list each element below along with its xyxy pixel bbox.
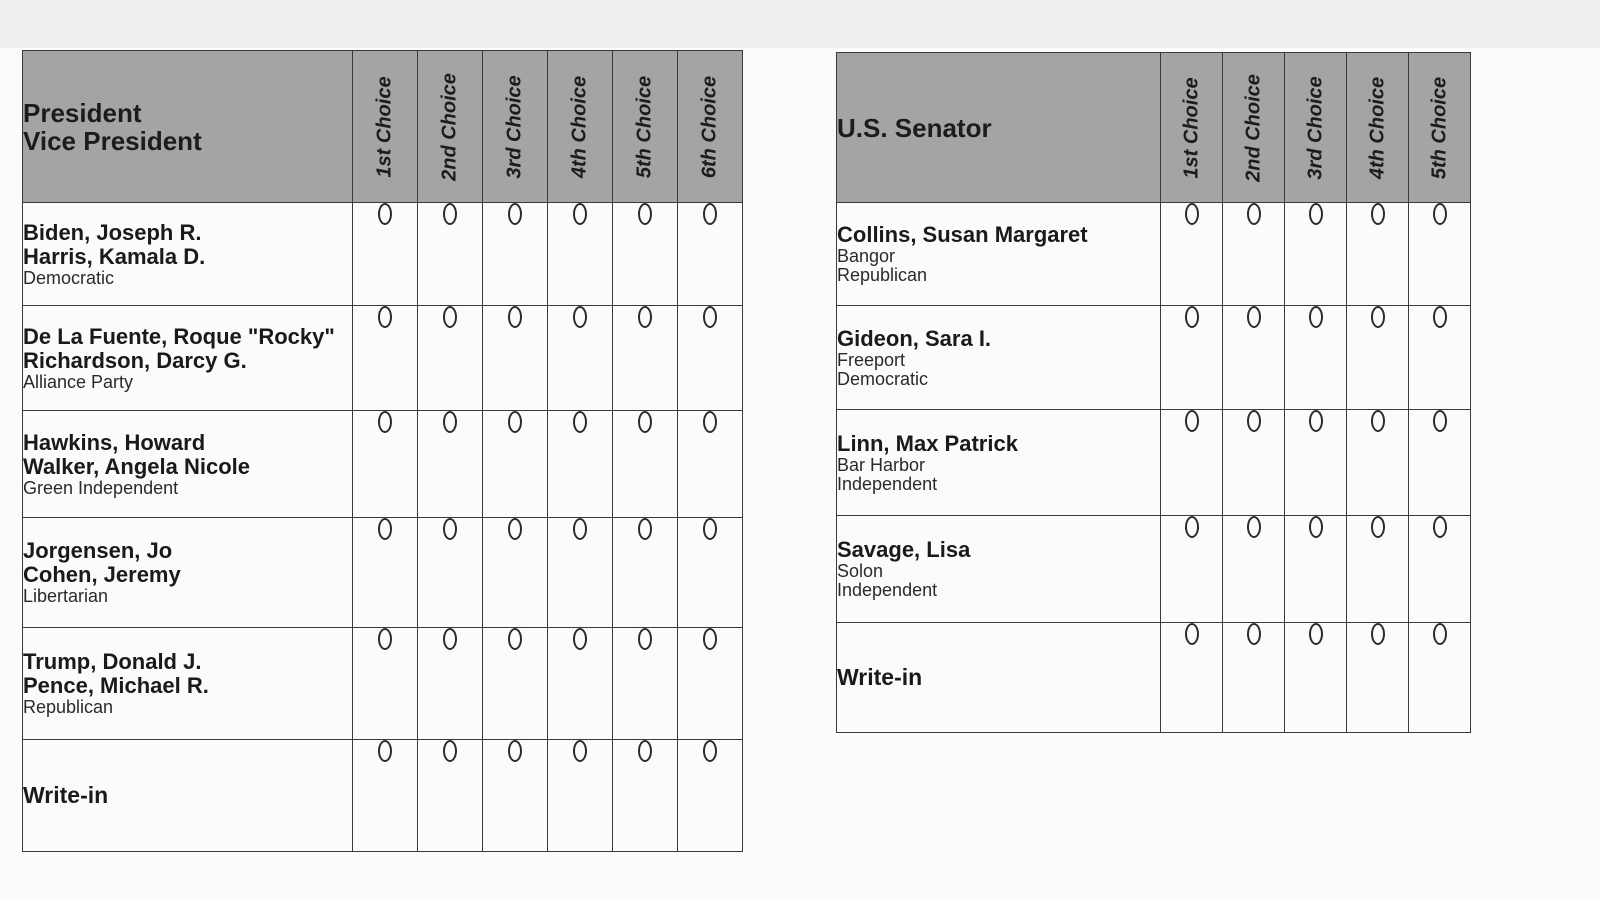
ballot-oval-icon[interactable]: [1247, 516, 1261, 538]
ballot-oval-icon[interactable]: [508, 306, 522, 328]
ballot-oval-icon[interactable]: [1371, 623, 1385, 645]
choice-2-cell: [1223, 410, 1285, 516]
ballot-oval-icon[interactable]: [573, 411, 587, 433]
ballot-oval-icon[interactable]: [1433, 516, 1447, 538]
choice-column-header: [1161, 53, 1223, 203]
ballot-oval-icon[interactable]: [1371, 306, 1385, 328]
ballot-oval-icon[interactable]: [638, 203, 652, 225]
ballot-oval-icon[interactable]: [508, 740, 522, 762]
town-label: Solon: [837, 561, 884, 581]
choice-2-cell: [418, 203, 483, 306]
running-mate-name: Walker, Angela Nicole: [23, 453, 251, 479]
ballot-oval-icon[interactable]: [1185, 516, 1199, 538]
choice-2-cell: [1223, 306, 1285, 410]
write-in-label[interactable]: Write-in: [837, 623, 1161, 733]
running-mate-name: Harris, Kamala D.: [23, 243, 206, 269]
write-in-label[interactable]: Write-in: [23, 740, 353, 852]
choice-1-cell: [1161, 623, 1223, 733]
party-label: Alliance Party: [23, 371, 134, 392]
ballot-oval-icon[interactable]: [508, 411, 522, 433]
candidate-cell: [837, 306, 1161, 410]
choice-3-cell: [1285, 410, 1347, 516]
choice-4-cell: [1347, 623, 1409, 733]
ballot-oval-icon[interactable]: [1309, 623, 1323, 645]
candidate-cell: [837, 203, 1161, 306]
office-title-line: U.S. Senator: [837, 112, 992, 143]
candidate-row: [23, 628, 743, 740]
candidate-cell: [23, 203, 353, 306]
ballot-oval-icon[interactable]: [638, 306, 652, 328]
ballot-oval-icon[interactable]: [1309, 410, 1323, 432]
choice-column-header: [1285, 53, 1347, 203]
ballot-oval-icon[interactable]: [443, 306, 457, 328]
choice-4-cell: [548, 628, 613, 740]
ballot-oval-icon[interactable]: [443, 740, 457, 762]
choice-5-cell: [613, 740, 678, 852]
ballot-oval-icon[interactable]: [573, 518, 587, 540]
choice-column-header: [353, 51, 418, 203]
choice-3-cell: [483, 411, 548, 518]
choice-4-cell: [548, 411, 613, 518]
choice-2-cell: [1223, 203, 1285, 306]
running-mate-name: Pence, Michael R.: [23, 673, 209, 698]
ballot-oval-icon[interactable]: [378, 740, 392, 762]
choice-column-header: [613, 51, 678, 203]
candidate-name: Linn, Max Patrick: [837, 430, 1018, 456]
choice-column-header: [548, 51, 613, 203]
choice-4-cell: [1347, 203, 1409, 306]
candidate-row: [837, 516, 1471, 623]
ballot-oval-icon[interactable]: [1309, 306, 1323, 328]
choice-2-cell: [418, 740, 483, 852]
choice-6-cell: [678, 306, 743, 411]
choice-column-header: [1409, 53, 1471, 203]
ballot-oval-icon[interactable]: [378, 203, 392, 225]
ballot-oval-icon[interactable]: [1309, 203, 1323, 225]
choice-1-cell: [353, 628, 418, 740]
running-mate-name: Cohen, Jeremy: [23, 562, 181, 587]
ballot-oval-icon[interactable]: [1247, 306, 1261, 328]
choice-5-cell: [1409, 623, 1471, 733]
choice-label: 4th Choice: [1366, 76, 1388, 179]
ballot-oval-icon[interactable]: [378, 518, 392, 540]
candidate-name: Gideon, Sara I.: [837, 325, 992, 351]
write-in-row: [837, 623, 1471, 733]
choice-5-cell: [1409, 306, 1471, 410]
ballot-oval-icon[interactable]: [703, 628, 717, 650]
ballot-oval-icon[interactable]: [1433, 306, 1447, 328]
choice-1-cell: [1161, 410, 1223, 516]
ballot-oval-icon[interactable]: [378, 628, 392, 650]
candidate-row: [837, 203, 1471, 306]
choice-2-cell: [1223, 623, 1285, 733]
ballot-oval-icon[interactable]: [638, 411, 652, 433]
candidate-name: Jorgensen, Jo: [23, 538, 173, 563]
ballot-oval-icon[interactable]: [573, 203, 587, 225]
candidate-cell: [837, 410, 1161, 516]
candidate-row: [837, 410, 1471, 516]
choice-label: 3rd Choice: [503, 74, 526, 179]
choice-6-cell: [678, 203, 743, 306]
ballot-oval-icon[interactable]: [378, 411, 392, 433]
choice-column-header: [1347, 53, 1409, 203]
party-label: Libertarian: [23, 586, 109, 606]
choice-4-cell: [1347, 410, 1409, 516]
choice-column-header: [678, 51, 743, 203]
ballot-oval-icon[interactable]: [703, 306, 717, 328]
choice-4-cell: [1347, 306, 1409, 410]
choice-5-cell: [613, 306, 678, 411]
ballot-oval-icon[interactable]: [443, 518, 457, 540]
candidate-name: Trump, Donald J.: [23, 649, 202, 674]
town-label: Bangor: [837, 246, 896, 266]
ballot-oval-icon[interactable]: [443, 628, 457, 650]
ballot-oval-icon[interactable]: [703, 411, 717, 433]
choice-5-cell: [613, 203, 678, 306]
choice-5-cell: [613, 628, 678, 740]
choice-column-header: [483, 51, 548, 203]
candidate-cell: [23, 628, 353, 740]
choice-label: 2nd Choice: [438, 72, 461, 181]
ballot-oval-icon[interactable]: [638, 740, 652, 762]
choice-5-cell: [1409, 516, 1471, 623]
choice-1-cell: [1161, 203, 1223, 306]
choice-6-cell: [678, 411, 743, 518]
ballot-oval-icon[interactable]: [1247, 623, 1261, 645]
choice-3-cell: [483, 740, 548, 852]
choice-2-cell: [1223, 516, 1285, 623]
choice-1-cell: [353, 740, 418, 852]
choice-label: 5th Choice: [633, 75, 656, 178]
choice-2-cell: [418, 411, 483, 518]
choice-6-cell: [678, 740, 743, 852]
president-contest-table: [22, 50, 743, 852]
choice-2-cell: [418, 628, 483, 740]
office-title-line: Vice President: [23, 125, 202, 156]
choice-label: 3rd Choice: [1304, 75, 1326, 180]
ballot-oval-icon[interactable]: [1185, 306, 1199, 328]
choice-5-cell: [613, 411, 678, 518]
ballot-oval-icon[interactable]: [1185, 623, 1199, 645]
ballot-oval-icon[interactable]: [703, 518, 717, 540]
party-label: Independent: [837, 473, 938, 494]
candidate-cell: [837, 516, 1161, 623]
choice-label: 4th Choice: [568, 75, 591, 178]
ballot-oval-icon[interactable]: [638, 518, 652, 540]
ballot-oval-icon[interactable]: [1185, 410, 1199, 432]
party-label: Democratic: [23, 267, 115, 288]
candidate-row: [23, 203, 743, 306]
choice-6-cell: [678, 628, 743, 740]
choice-3-cell: [483, 306, 548, 411]
ballot-oval-icon[interactable]: [1371, 516, 1385, 538]
choice-3-cell: [1285, 623, 1347, 733]
choice-2-cell: [418, 306, 483, 411]
town-label: Freeport: [837, 349, 906, 370]
choice-4-cell: [548, 306, 613, 411]
party-label: Independent: [837, 580, 938, 600]
choice-label: 1st Choice: [373, 75, 396, 178]
ballot-oval-icon[interactable]: [1433, 410, 1447, 432]
office-title: [837, 53, 1161, 203]
choice-label: 6th Choice: [698, 75, 721, 178]
candidate-row: [837, 306, 1471, 410]
choice-3-cell: [483, 518, 548, 628]
choice-4-cell: [548, 518, 613, 628]
ballot-oval-icon[interactable]: [443, 411, 457, 433]
ballot-oval-icon[interactable]: [1371, 410, 1385, 432]
candidate-name: Biden, Joseph R.: [23, 219, 202, 245]
ballot-oval-icon[interactable]: [508, 203, 522, 225]
page-background-edge: [0, 0, 1600, 48]
choice-4-cell: [1347, 516, 1409, 623]
choice-4-cell: [548, 203, 613, 306]
choice-1-cell: [353, 411, 418, 518]
write-in-row: [23, 740, 743, 852]
ballot-oval-icon[interactable]: [1247, 410, 1261, 432]
town-label: Bar Harbor: [837, 454, 926, 475]
ballot-oval-icon[interactable]: [1371, 203, 1385, 225]
choice-label: 1st Choice: [1180, 76, 1202, 179]
ballot-oval-icon[interactable]: [1433, 203, 1447, 225]
senator-contest-table: [836, 52, 1471, 733]
choice-label: 2nd Choice: [1242, 73, 1264, 182]
candidate-row: [23, 411, 743, 518]
ballot-oval-icon[interactable]: [1247, 203, 1261, 225]
choice-2-cell: [418, 518, 483, 628]
ballot-oval-icon[interactable]: [1309, 516, 1323, 538]
ballot-oval-icon[interactable]: [378, 306, 392, 328]
ballot-oval-icon[interactable]: [1433, 623, 1447, 645]
ballot-oval-icon[interactable]: [508, 628, 522, 650]
office-title-line: President: [23, 97, 142, 128]
ballot-oval-icon[interactable]: [573, 628, 587, 650]
choice-column-header: [1223, 53, 1285, 203]
ballot-oval-icon[interactable]: [508, 518, 522, 540]
ballot-oval-icon[interactable]: [573, 740, 587, 762]
choice-label: 5th Choice: [1428, 76, 1450, 179]
party-label: Republican: [23, 697, 114, 717]
candidate-name: Hawkins, Howard: [23, 429, 206, 455]
choice-3-cell: [1285, 306, 1347, 410]
ballot-oval-icon[interactable]: [573, 306, 587, 328]
choice-3-cell: [483, 628, 548, 740]
office-title: [23, 51, 353, 203]
party-label: Democratic: [837, 368, 929, 389]
party-label: Republican: [837, 265, 928, 285]
choice-5-cell: [1409, 203, 1471, 306]
party-label: Green Independent: [23, 477, 179, 498]
ballot-oval-icon[interactable]: [1185, 203, 1199, 225]
candidate-name: Savage, Lisa: [837, 537, 971, 562]
ballot-oval-icon[interactable]: [443, 203, 457, 225]
running-mate-name: Richardson, Darcy G.: [23, 347, 247, 373]
candidate-row: [23, 306, 743, 411]
choice-4-cell: [548, 740, 613, 852]
choice-3-cell: [483, 203, 548, 306]
ballot-oval-icon[interactable]: [638, 628, 652, 650]
ballot-oval-icon[interactable]: [703, 740, 717, 762]
choice-6-cell: [678, 518, 743, 628]
candidate-cell: [23, 518, 353, 628]
choice-1-cell: [353, 306, 418, 411]
candidate-row: [23, 518, 743, 628]
choice-1-cell: [353, 518, 418, 628]
candidate-cell: [23, 411, 353, 518]
choice-1-cell: [1161, 306, 1223, 410]
choice-3-cell: [1285, 203, 1347, 306]
choice-5-cell: [1409, 410, 1471, 516]
choice-1-cell: [353, 203, 418, 306]
candidate-cell: [23, 306, 353, 411]
contest-header-row: [23, 51, 743, 203]
ballot-oval-icon[interactable]: [703, 203, 717, 225]
choice-3-cell: [1285, 516, 1347, 623]
choice-column-header: [418, 51, 483, 203]
candidate-name: Collins, Susan Margaret: [837, 222, 1088, 247]
choice-5-cell: [613, 518, 678, 628]
choice-1-cell: [1161, 516, 1223, 623]
candidate-name: De La Fuente, Roque "Rocky": [23, 323, 335, 349]
contest-header-row: [837, 53, 1471, 203]
